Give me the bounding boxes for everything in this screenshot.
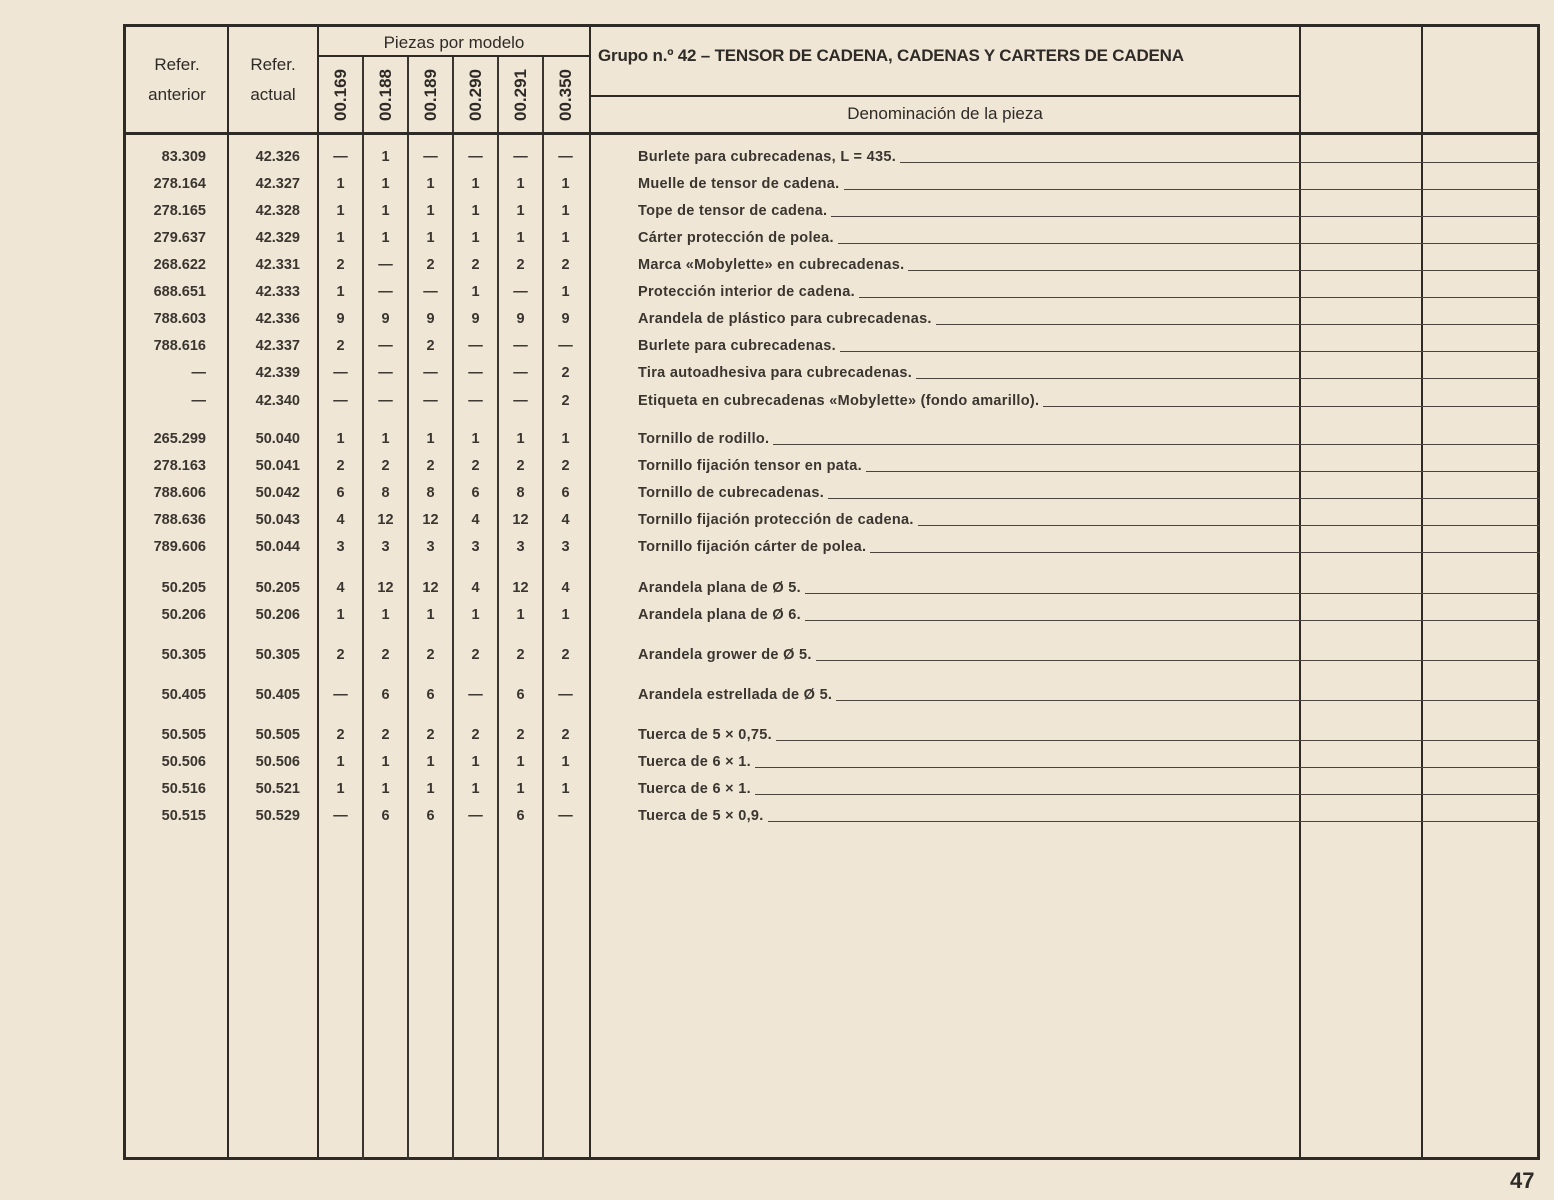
- part-description: [638, 281, 1540, 303]
- ref-anterior-cell: 50.516: [161, 781, 206, 797]
- part-description: [638, 509, 1540, 531]
- quantity-cell: —: [378, 365, 393, 381]
- quantity-cell: 1: [426, 607, 435, 623]
- quantity-cell: 1: [516, 607, 525, 623]
- ref-actual-cell: 50.506: [255, 754, 300, 770]
- quantity-cell: 1: [381, 754, 390, 770]
- quantity-cell: 6: [471, 485, 480, 501]
- quantity-cell: 12: [377, 512, 394, 528]
- quantity-cell: 1: [471, 431, 480, 447]
- table-row: [0, 254, 1554, 276]
- quantity-cell: 1: [471, 176, 480, 192]
- quantity-cell: 1: [561, 754, 570, 770]
- part-description: [638, 254, 1540, 276]
- part-description: [638, 724, 1540, 746]
- part-description: [638, 390, 1540, 412]
- model-label: 00.169: [330, 69, 350, 121]
- table-row: [0, 146, 1554, 168]
- quantity-cell: —: [558, 149, 573, 165]
- model-header: [543, 56, 588, 134]
- table-row: [0, 724, 1554, 746]
- ref-actual-cell: 50.042: [255, 485, 300, 501]
- part-description-text: Protección interior de cadena.: [638, 284, 855, 300]
- quantity-cell: 8: [426, 485, 435, 501]
- quantity-cell: 1: [336, 607, 345, 623]
- model-header: [498, 56, 543, 134]
- quantity-cell: 1: [561, 176, 570, 192]
- part-description-text: Tope de tensor de cadena.: [638, 203, 828, 219]
- part-description: [638, 227, 1540, 249]
- ref-actual-cell: 50.041: [255, 458, 300, 474]
- part-description-text: Etiqueta en cubrecadenas «Mobylette» (fondo amarillo).: [638, 393, 1040, 409]
- quantity-cell: 1: [561, 431, 570, 447]
- leader-line: [840, 351, 1540, 352]
- part-description-text: Burlete para cubrecadenas.: [638, 338, 836, 354]
- leader-line: [900, 162, 1540, 163]
- quantity-cell: 2: [381, 647, 390, 663]
- quantity-cell: —: [513, 393, 528, 409]
- quantity-cell: —: [333, 149, 348, 165]
- model-label: 00.189: [420, 69, 440, 121]
- part-description: [638, 684, 1540, 706]
- quantity-cell: 1: [381, 607, 390, 623]
- table-row: [0, 684, 1554, 706]
- quantity-cell: —: [558, 338, 573, 354]
- quantity-cell: 1: [426, 754, 435, 770]
- ref-anterior-cell: 789.606: [153, 539, 206, 555]
- quantity-cell: 4: [336, 580, 345, 596]
- quantity-cell: —: [423, 393, 438, 409]
- table-row: [0, 644, 1554, 666]
- ref-actual-cell: 50.529: [255, 808, 300, 824]
- model-header: [408, 56, 453, 134]
- quantity-cell: 2: [426, 338, 435, 354]
- quantity-cell: 2: [381, 458, 390, 474]
- table-row: [0, 509, 1554, 531]
- quantity-cell: 2: [471, 647, 480, 663]
- ref-anterior-cell: 279.637: [153, 230, 206, 246]
- ref-anterior-cell: 265.299: [153, 431, 206, 447]
- quantity-cell: 2: [561, 727, 570, 743]
- quantity-cell: 1: [516, 176, 525, 192]
- quantity-cell: 6: [426, 808, 435, 824]
- part-description: [638, 200, 1540, 222]
- leader-line: [805, 620, 1540, 621]
- part-description-text: Tuerca de 5 × 0,75.: [638, 727, 772, 743]
- part-description: [638, 604, 1540, 626]
- model-label: 00.188: [375, 69, 395, 121]
- part-description-text: Tornillo fijación cárter de polea.: [638, 539, 867, 555]
- ref-anterior-cell: 50.506: [161, 754, 206, 770]
- leader-line: [828, 498, 1540, 499]
- header-ref-actual: [229, 54, 317, 106]
- quantity-cell: 1: [426, 431, 435, 447]
- quantity-cell: 2: [516, 257, 525, 273]
- ref-anterior-cell: —: [191, 393, 206, 409]
- quantity-cell: 3: [516, 539, 525, 555]
- quantity-cell: 1: [561, 230, 570, 246]
- part-description-text: Muelle de tensor de cadena.: [638, 176, 840, 192]
- quantity-cell: 1: [561, 284, 570, 300]
- table-row: [0, 778, 1554, 800]
- part-description: [638, 805, 1540, 827]
- quantity-cell: 2: [336, 257, 345, 273]
- table-row: [0, 227, 1554, 249]
- header-divider: [590, 95, 1300, 97]
- quantity-cell: 1: [516, 431, 525, 447]
- ref-actual-cell: 50.206: [255, 607, 300, 623]
- table-row: [0, 390, 1554, 412]
- leader-line: [768, 821, 1540, 822]
- quantity-cell: 2: [336, 338, 345, 354]
- part-description-text: Arandela plana de Ø 6.: [638, 607, 801, 623]
- ref-actual-cell: 50.505: [255, 727, 300, 743]
- quantity-cell: 2: [426, 458, 435, 474]
- ref-actual-cell: 42.331: [255, 257, 300, 273]
- header-ref-actual-line1: Refer.: [250, 55, 296, 74]
- quantity-cell: 2: [561, 365, 570, 381]
- quantity-cell: 12: [422, 580, 439, 596]
- part-description: [638, 536, 1540, 558]
- quantity-cell: 1: [426, 781, 435, 797]
- quantity-cell: —: [468, 365, 483, 381]
- model-header: [453, 56, 498, 134]
- part-description-text: Tuerca de 6 × 1.: [638, 781, 751, 797]
- ref-actual-cell: 42.336: [255, 311, 300, 327]
- table-row: [0, 577, 1554, 599]
- quantity-cell: 1: [516, 781, 525, 797]
- leader-line: [916, 378, 1540, 379]
- ref-anterior-cell: 50.205: [161, 580, 206, 596]
- ref-anterior-cell: 788.606: [153, 485, 206, 501]
- quantity-cell: 9: [516, 311, 525, 327]
- quantity-cell: 1: [516, 754, 525, 770]
- quantity-cell: 2: [426, 257, 435, 273]
- quantity-cell: 4: [561, 512, 570, 528]
- quantity-cell: 1: [336, 203, 345, 219]
- quantity-cell: —: [558, 808, 573, 824]
- quantity-cell: 2: [381, 727, 390, 743]
- part-description: [638, 482, 1540, 504]
- quantity-cell: 9: [336, 311, 345, 327]
- quantity-cell: 1: [471, 607, 480, 623]
- quantity-cell: 1: [336, 230, 345, 246]
- ref-actual-cell: 42.326: [255, 149, 300, 165]
- ref-anterior-cell: 278.163: [153, 458, 206, 474]
- table-row: [0, 308, 1554, 330]
- ref-anterior-cell: 50.515: [161, 808, 206, 824]
- leader-line: [908, 270, 1540, 271]
- quantity-cell: —: [513, 149, 528, 165]
- quantity-cell: —: [378, 338, 393, 354]
- quantity-cell: 6: [561, 485, 570, 501]
- leader-line: [755, 794, 1540, 795]
- quantity-cell: 1: [336, 781, 345, 797]
- ref-anterior-cell: 278.165: [153, 203, 206, 219]
- part-description: [638, 644, 1540, 666]
- quantity-cell: —: [423, 149, 438, 165]
- part-description: [638, 778, 1540, 800]
- quantity-cell: 3: [336, 539, 345, 555]
- ref-anterior-cell: 50.206: [161, 607, 206, 623]
- ref-anterior-cell: 50.405: [161, 687, 206, 703]
- quantity-cell: —: [333, 393, 348, 409]
- quantity-cell: —: [378, 284, 393, 300]
- quantity-cell: 2: [516, 647, 525, 663]
- ref-actual-cell: 50.305: [255, 647, 300, 663]
- part-description: [638, 308, 1540, 330]
- quantity-cell: 4: [471, 580, 480, 596]
- quantity-cell: —: [333, 687, 348, 703]
- quantity-cell: 2: [471, 458, 480, 474]
- quantity-cell: 2: [561, 257, 570, 273]
- part-description: [638, 335, 1540, 357]
- part-description-text: Arandela estrellada de Ø 5.: [638, 687, 833, 703]
- quantity-cell: —: [333, 808, 348, 824]
- leader-line: [859, 297, 1540, 298]
- table-row: [0, 200, 1554, 222]
- part-description-text: Tira autoadhesiva para cubrecadenas.: [638, 365, 913, 381]
- quantity-cell: 2: [336, 727, 345, 743]
- quantity-cell: 6: [381, 808, 390, 824]
- ref-anterior-cell: —: [191, 365, 206, 381]
- quantity-cell: 1: [471, 284, 480, 300]
- quantity-cell: 2: [426, 727, 435, 743]
- quantity-cell: 1: [516, 203, 525, 219]
- quantity-cell: —: [378, 393, 393, 409]
- table-row: [0, 455, 1554, 477]
- quantity-cell: 2: [426, 647, 435, 663]
- ref-actual-cell: 42.339: [255, 365, 300, 381]
- quantity-cell: 1: [426, 203, 435, 219]
- ref-anterior-cell: 278.164: [153, 176, 206, 192]
- quantity-cell: 1: [381, 781, 390, 797]
- leader-line: [870, 552, 1540, 553]
- quantity-cell: 1: [381, 149, 390, 165]
- part-description: [638, 751, 1540, 773]
- table-row: [0, 482, 1554, 504]
- model-header: [363, 56, 408, 134]
- quantity-cell: —: [468, 687, 483, 703]
- quantity-cell: 4: [561, 580, 570, 596]
- ref-actual-cell: 50.521: [255, 781, 300, 797]
- quantity-cell: 6: [381, 687, 390, 703]
- ref-anterior-cell: 788.636: [153, 512, 206, 528]
- quantity-cell: —: [558, 687, 573, 703]
- quantity-cell: 1: [471, 781, 480, 797]
- table-row: [0, 173, 1554, 195]
- quantity-cell: 6: [516, 687, 525, 703]
- quantity-cell: 1: [561, 607, 570, 623]
- leader-line: [816, 660, 1540, 661]
- ref-anterior-cell: 268.622: [153, 257, 206, 273]
- quantity-cell: 6: [336, 485, 345, 501]
- quantity-cell: 2: [561, 458, 570, 474]
- quantity-cell: 1: [336, 754, 345, 770]
- table-row: [0, 751, 1554, 773]
- ref-anterior-cell: 788.616: [153, 338, 206, 354]
- table-row: [0, 536, 1554, 558]
- header-ref-anterior-line1: Refer.: [154, 55, 200, 74]
- header-ref-anterior: [128, 54, 226, 106]
- denominacion-header: Denominación de la pieza: [847, 104, 1043, 123]
- quantity-cell: 1: [471, 203, 480, 219]
- header-ref-anterior-line2: anterior: [148, 85, 206, 105]
- quantity-cell: 2: [471, 727, 480, 743]
- quantity-cell: 4: [471, 512, 480, 528]
- leader-line: [866, 471, 1540, 472]
- quantity-cell: —: [513, 284, 528, 300]
- quantity-cell: —: [468, 149, 483, 165]
- quantity-cell: 9: [561, 311, 570, 327]
- quantity-cell: —: [513, 338, 528, 354]
- quantity-cell: 1: [381, 176, 390, 192]
- table-row: [0, 428, 1554, 450]
- leader-line: [844, 189, 1541, 190]
- quantity-cell: 2: [471, 257, 480, 273]
- quantity-cell: 12: [422, 512, 439, 528]
- quantity-cell: 12: [512, 512, 529, 528]
- quantity-cell: 2: [336, 647, 345, 663]
- part-description: [638, 146, 1540, 168]
- leader-line: [836, 700, 1540, 701]
- ref-actual-cell: 42.329: [255, 230, 300, 246]
- quantity-cell: —: [468, 808, 483, 824]
- ref-actual-cell: 50.044: [255, 539, 300, 555]
- part-description-text: Tornillo fijación protección de cadena.: [638, 512, 914, 528]
- leader-line: [936, 324, 1540, 325]
- quantity-cell: 2: [561, 393, 570, 409]
- quantity-cell: 3: [471, 539, 480, 555]
- leader-line: [755, 767, 1540, 768]
- leader-line: [776, 740, 1540, 741]
- table-row: [0, 335, 1554, 357]
- model-label: 00.291: [510, 69, 530, 121]
- quantity-cell: 8: [381, 485, 390, 501]
- leader-line: [805, 593, 1540, 594]
- table-row: [0, 604, 1554, 626]
- quantity-cell: 6: [426, 687, 435, 703]
- quantity-cell: 1: [561, 781, 570, 797]
- quantity-cell: 6: [516, 808, 525, 824]
- ref-actual-cell: 42.328: [255, 203, 300, 219]
- part-description-text: Tornillo de cubrecadenas.: [638, 485, 825, 501]
- ref-actual-cell: 42.337: [255, 338, 300, 354]
- part-description: [638, 455, 1540, 477]
- header-piezas-por-modelo: Piezas por modelo: [383, 33, 525, 52]
- model-header: [318, 56, 363, 134]
- quantity-cell: 1: [336, 176, 345, 192]
- leader-line: [831, 216, 1540, 217]
- table-row: [0, 362, 1554, 384]
- part-description-text: Tuerca de 5 × 0,9.: [638, 808, 764, 824]
- model-label: 00.290: [465, 69, 485, 121]
- quantity-cell: —: [423, 365, 438, 381]
- leader-line: [773, 444, 1540, 445]
- quantity-cell: —: [468, 338, 483, 354]
- model-label: 00.350: [555, 69, 575, 121]
- part-description-text: Arandela plana de Ø 5.: [638, 580, 801, 596]
- quantity-cell: 9: [471, 311, 480, 327]
- quantity-cell: 2: [516, 727, 525, 743]
- quantity-cell: 9: [426, 311, 435, 327]
- quantity-cell: 2: [516, 458, 525, 474]
- quantity-cell: 12: [512, 580, 529, 596]
- quantity-cell: 2: [561, 647, 570, 663]
- quantity-cell: 1: [381, 230, 390, 246]
- part-description-text: Burlete para cubrecadenas, L = 435.: [638, 149, 897, 165]
- quantity-cell: 1: [561, 203, 570, 219]
- quantity-cell: —: [333, 365, 348, 381]
- part-description: [638, 362, 1540, 384]
- part-description-text: Arandela de plástico para cubrecadenas.: [638, 311, 932, 327]
- part-description: [638, 577, 1540, 599]
- leader-line: [1043, 406, 1540, 407]
- ref-actual-cell: 50.405: [255, 687, 300, 703]
- ref-anterior-cell: 83.309: [161, 149, 206, 165]
- quantity-cell: 1: [426, 176, 435, 192]
- ref-actual-cell: 50.043: [255, 512, 300, 528]
- ref-actual-cell: 50.040: [255, 431, 300, 447]
- quantity-cell: 1: [471, 230, 480, 246]
- header-ref-actual-line2: actual: [250, 85, 296, 105]
- quantity-cell: —: [423, 284, 438, 300]
- quantity-cell: 1: [516, 230, 525, 246]
- quantity-cell: 1: [381, 203, 390, 219]
- table-row: [0, 805, 1554, 827]
- quantity-cell: 1: [336, 284, 345, 300]
- quantity-cell: 1: [381, 431, 390, 447]
- quantity-cell: 3: [426, 539, 435, 555]
- quantity-cell: 1: [471, 754, 480, 770]
- quantity-cell: 3: [381, 539, 390, 555]
- quantity-cell: 12: [377, 580, 394, 596]
- quantity-cell: 3: [561, 539, 570, 555]
- part-description-text: Tornillo de rodillo.: [638, 431, 770, 447]
- quantity-cell: 2: [336, 458, 345, 474]
- quantity-cell: 1: [336, 431, 345, 447]
- group-title: Grupo n.º 42 – TENSOR DE CADENA, CADENAS Y CARTERS DE CADENA: [598, 46, 1184, 65]
- part-description: [638, 428, 1540, 450]
- ref-actual-cell: 42.333: [255, 284, 300, 300]
- ref-actual-cell: 50.205: [255, 580, 300, 596]
- quantity-cell: —: [468, 393, 483, 409]
- ref-anterior-cell: 50.505: [161, 727, 206, 743]
- quantity-cell: 4: [336, 512, 345, 528]
- part-description-text: Tuerca de 6 × 1.: [638, 754, 751, 770]
- table-row: [0, 281, 1554, 303]
- leader-line: [918, 525, 1540, 526]
- page-number: 47: [1510, 1168, 1535, 1193]
- ref-anterior-cell: 688.651: [153, 284, 206, 300]
- quantity-cell: 1: [426, 230, 435, 246]
- part-description-text: Cárter protección de polea.: [638, 230, 834, 246]
- ref-actual-cell: 42.340: [255, 393, 300, 409]
- part-description-text: Marca «Mobylette» en cubrecadenas.: [638, 257, 905, 273]
- quantity-cell: 8: [516, 485, 525, 501]
- quantity-cell: 9: [381, 311, 390, 327]
- quantity-cell: —: [378, 257, 393, 273]
- part-description: [638, 173, 1540, 195]
- leader-line: [838, 243, 1540, 244]
- part-description-text: Arandela grower de Ø 5.: [638, 647, 812, 663]
- quantity-cell: —: [513, 365, 528, 381]
- ref-actual-cell: 42.327: [255, 176, 300, 192]
- ref-anterior-cell: 50.305: [161, 647, 206, 663]
- part-description-text: Tornillo fijación tensor en pata.: [638, 458, 862, 474]
- ref-anterior-cell: 788.603: [153, 311, 206, 327]
